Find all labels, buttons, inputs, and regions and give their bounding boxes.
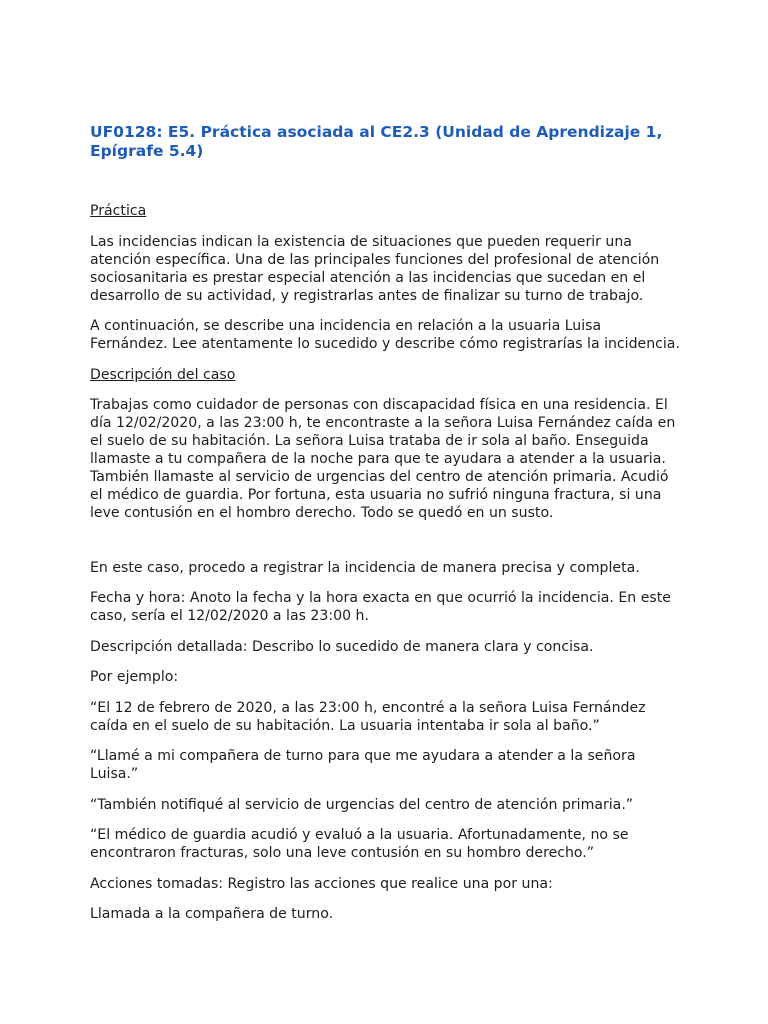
- answer-paragraph: Acciones tomadas: Registro las acciones que realice una por una:: [90, 875, 553, 892]
- practica-paragraph-1: Las incidencias indican la existencia de situaciones que pueden requerir una atención específica. Una de las principales funciones del profesional de atención sociosanitaria es prestar especial atención a las incidencias que sucedan en el desarrollo de su actividad, y registrarlas antes de finalizar su turno de trabajo.: [90, 233, 660, 304]
- answer-paragraph: En este caso, procedo a registrar la incidencia de manera precisa y completa.: [90, 559, 640, 576]
- answer-paragraph: Fecha y hora: Anoto la fecha y la hora exacta en que ocurrió la incidencia. En este caso, sería el 12/02/2020 a las 23:00 h.: [90, 590, 671, 624]
- practica-heading: Práctica: [90, 203, 147, 219]
- answer-quote: “El médico de guardia acudió y evaluó a la usuaria. Afortunadamente, no se encontraron fracturas, solo una leve contusión en su hombro derecho.”: [90, 827, 629, 861]
- answer-quote: “También notifiqué al servicio de urgencias del centro de atención primaria.”: [90, 796, 634, 813]
- section-spacer: [90, 535, 680, 559]
- answer-paragraph: Descripción detallada: Describo lo sucedido de manera clara y concisa.: [90, 638, 594, 655]
- practica-paragraph-2: A continuación, se describe una incidencia en relación a la usuaria Luisa Fernández. Lee atentamente lo sucedido y describe cómo registrarías la incidencia.: [90, 318, 680, 352]
- answer-quote: “El 12 de febrero de 2020, a las 23:00 h, encontré a la señora Luisa Fernández caída en el suelo de su habitación. La usuaria intentaba ir sola al baño.”: [90, 699, 646, 734]
- caso-paragraph: Trabajas como cuidador de personas con discapacidad física en una residencia. El día 12/02/2020, a las 23:00 h, te encontraste a la señora Luisa Fernández caída en el suelo de su habitación. La señora Luisa trataba de ir sola al baño. Enseguida llamaste a tu compañera de la noche para que te ayudara a atender a la usuaria. También llamaste al servicio de urgencias del centro de atención primaria. Acudió el médico de guardia. Por fortuna, esta usuaria no sufrió ninguna fractura, si una leve contusión en el hombro derecho. Todo se quedó en un susto.: [90, 397, 676, 521]
- answer-paragraph: Llamada a la compañera de turno.: [90, 906, 334, 922]
- document-title: UF0128: E5. Práctica asociada al CE2.3 (Unidad de Aprendizaje 1, Epígrafe 5.4): [90, 123, 663, 160]
- answer-paragraph: Por ejemplo:: [90, 669, 179, 685]
- answer-quote: “Llamé a mi compañera de turno para que me ayudara a atender a la señora Luisa.”: [90, 748, 636, 782]
- document-body: [90, 202, 680, 936]
- caso-heading: Descripción del caso: [90, 366, 236, 383]
